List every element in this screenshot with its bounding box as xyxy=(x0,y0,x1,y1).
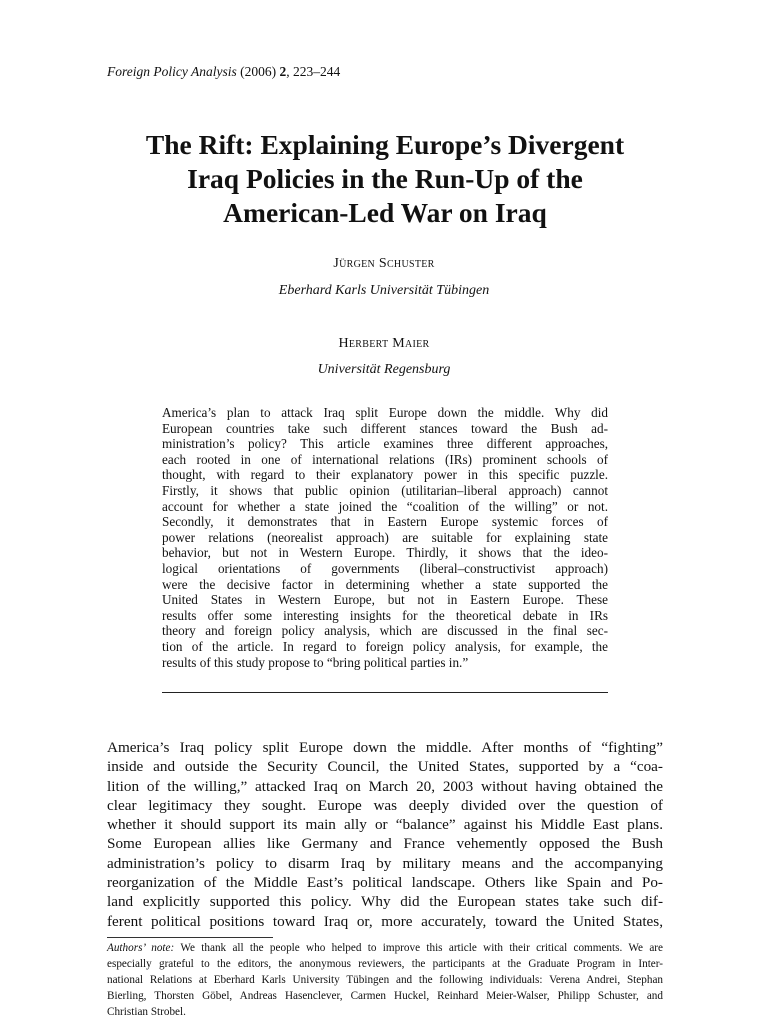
abstract-line: Firstly, it shows that public opinion (utilitarian–liberal approach) cannot xyxy=(162,482,608,498)
footnote-line: Christian Strobel. xyxy=(107,1006,186,1018)
body-line: lition of the willing,” attacked Iraq on March 20, 2003 without having obtained the xyxy=(107,777,663,795)
body-line: America’s Iraq policy split Europe down the middle. After months of “fighting” xyxy=(107,739,663,756)
body-line: Some European allies like Germany and France vehemently opposed the Bush xyxy=(107,835,663,853)
author-affiliation: Universität Regensburg xyxy=(317,362,451,377)
abstract-line: European countries take such different stances toward the Bush ad- xyxy=(162,420,608,436)
footnote-divider xyxy=(107,937,273,938)
abstract xyxy=(162,405,608,670)
body-line: ferent political positions toward Iraq or, more accurately, toward the United States, xyxy=(107,912,663,930)
body-line: clear legitimacy they sought. Europe was deeply divided over the question of xyxy=(107,796,663,814)
abstract-line: Secondly, it demonstrates that in Eastern Europe systemic forces of xyxy=(162,514,608,530)
body-paragraph xyxy=(107,738,663,931)
body-line: land explicitly supported this policy. Why did the European states take such dif- xyxy=(107,893,663,911)
abstract-line: tion of the article. In regard to foreign policy analysis, for example, the xyxy=(162,638,608,654)
body-line: administration’s policy to disarm Iraq by military means and the accompanying xyxy=(107,854,663,872)
abstract-line: America’s plan to attack Iraq split Europe down the middle. Why did xyxy=(162,405,608,420)
title-line: American-Led War on Iraq xyxy=(223,197,547,228)
journal-name: Foreign Policy Analysis xyxy=(107,64,237,79)
footnote-line xyxy=(107,940,663,956)
author-affiliation: Eberhard Karls Universität Tübingen xyxy=(278,283,490,298)
journal-year: (2006) xyxy=(240,64,277,79)
abstract-line: results offer some interesting insights for the theoretical debate in IRs xyxy=(162,607,608,623)
author-name: Jürgen Schuster xyxy=(333,256,435,271)
abstract-line: behavior, but not in Western Europe. Thirdly, it shows that the ideo- xyxy=(162,545,608,561)
body-line: inside and outside the Security Council, the United States, supported by a “coa- xyxy=(107,758,663,776)
abstract-line: each rooted in one of international relations (IRs) prominent schools of xyxy=(162,451,608,467)
abstract-divider xyxy=(162,692,608,693)
footnote-line: especially grateful to the editors, the anonymous reviewers, the participants at the Graduate Program in Inter- xyxy=(107,958,663,970)
journal-volume: 2 xyxy=(279,64,287,79)
abstract-line: ministration’s policy? This article examines three different approaches, xyxy=(162,436,608,452)
title-line: Iraq Policies in the Run-Up of the xyxy=(187,163,583,194)
abstract-line: power relations (neorealist approach) are suitable for explaining state xyxy=(162,529,608,545)
abstract-line: account for whether a state joined the “coalition of the willing” or not. xyxy=(162,498,608,514)
body-line: whether it should support its main ally or “balance” against his Middle East plans. xyxy=(107,816,663,834)
abstract-line: logical orientations of governments (liberal–constructivist approach) xyxy=(162,560,608,576)
abstract-line: United States in Western Europe, but not in Eastern Europe. These xyxy=(162,592,608,608)
abstract-line: theory and foreign policy analysis, which are discussed in the final sec- xyxy=(162,623,608,639)
title-line: The Rift: Explaining Europe’s Divergent xyxy=(145,129,625,160)
footnote-line: national Relations at Eberhard Karls University Tübingen and the following individuals: Verena Andrei, Stephan xyxy=(107,974,663,986)
abstract-line: were the decisive factor in determining whether a state supported the xyxy=(162,576,608,592)
author-name: Herbert Maier xyxy=(338,336,430,351)
abstract-line: results of this study propose to “bring political parties in.” xyxy=(162,654,469,670)
abstract-line: thought, with regard to their explanatory power in this specific puzzle. xyxy=(162,467,608,483)
footnote xyxy=(107,940,663,1020)
journal-citation xyxy=(107,64,340,80)
footnote-text: We thank all the people who helped to improve this article with their critical comments. We are xyxy=(174,942,663,954)
article-title xyxy=(80,128,690,230)
body-line: reorganization of the Middle East’s political landscape. Others like Spain and Po- xyxy=(107,874,663,892)
footnote-line: Bierling, Thorsten Göbel, Andreas Hasenclever, Carmen Huckel, Reinhard Meier-Walser, Philipp Schuster, and xyxy=(107,990,663,1002)
journal-pages: , 223–244 xyxy=(286,64,341,79)
footnote-label: Authors’ note: xyxy=(107,942,175,954)
